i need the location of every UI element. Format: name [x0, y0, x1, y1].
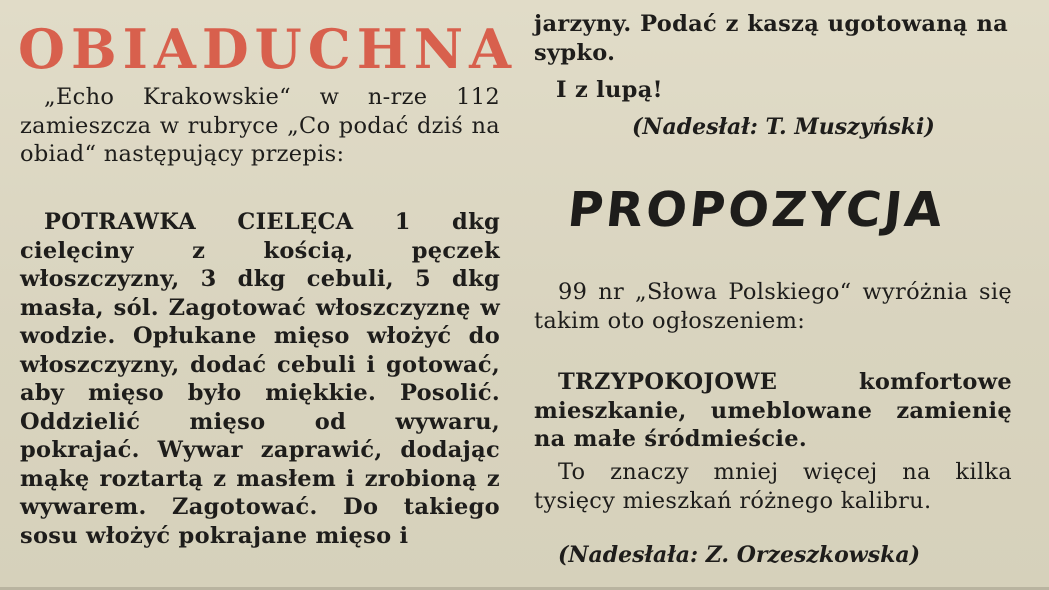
comment-paragraph: To znaczy mniej więcej na kilka tysięcy mieszkań różnego kalibru.: [534, 459, 1012, 514]
recipe-body: 1 dkg cielęciny z kością, pęczek włoszczyzny, 3 dkg cebuli, 5 dkg masła, sól. Zagotować włoszczyznę w wodzie. Opłukane mięso włożyć do włoszczyzny, dodać cebuli i gotować, aby mięso było miękkie. Posolić. Oddzielić mięso od wywaru, pokrajać. Wywar zaprawić, dodając mąkę roztartą z masłem i zrobioną z wywarem. Zagotować. Do takiego sosu włożyć pokrajane mięso i: [20, 209, 501, 549]
left-intro-paragraph: „Echo Krakowskie“ w n-rze 112 zamieszcza w rubryce „Co podać dziś na obiad“ następujący przepis:: [20, 84, 500, 167]
comment-z-lupa: I z lupą!: [556, 77, 663, 103]
recipe-paragraph: [20, 208, 500, 550]
headline-obiaduchna: OBIADUCHNA: [18, 17, 518, 81]
ad-body: komfortowe mieszkanie, umeblowane zamienię na małe śródmieście.: [534, 369, 1012, 452]
ad-paragraph: [534, 368, 1012, 454]
recipe-title: POTRAWKA CIELĘCA: [44, 209, 354, 235]
headline-propozycja: PROPOZYCJA: [565, 182, 948, 238]
recipe-continuation: jarzyny. Podać z kaszą ugotowaną na sypko.: [534, 11, 1008, 66]
signoff-muszynski: (Nadesłał: T. Muszyński): [632, 114, 935, 140]
right-intro-paragraph: 99 nr „Słowa Polskiego“ wyróżnia się takim oto ogłoszeniem:: [534, 279, 1012, 334]
ad-title: TRZYPOKOJOWE: [558, 369, 778, 395]
signoff-orzeszkowska: (Nadesłała: Z. Orzeszkowska): [558, 542, 921, 568]
